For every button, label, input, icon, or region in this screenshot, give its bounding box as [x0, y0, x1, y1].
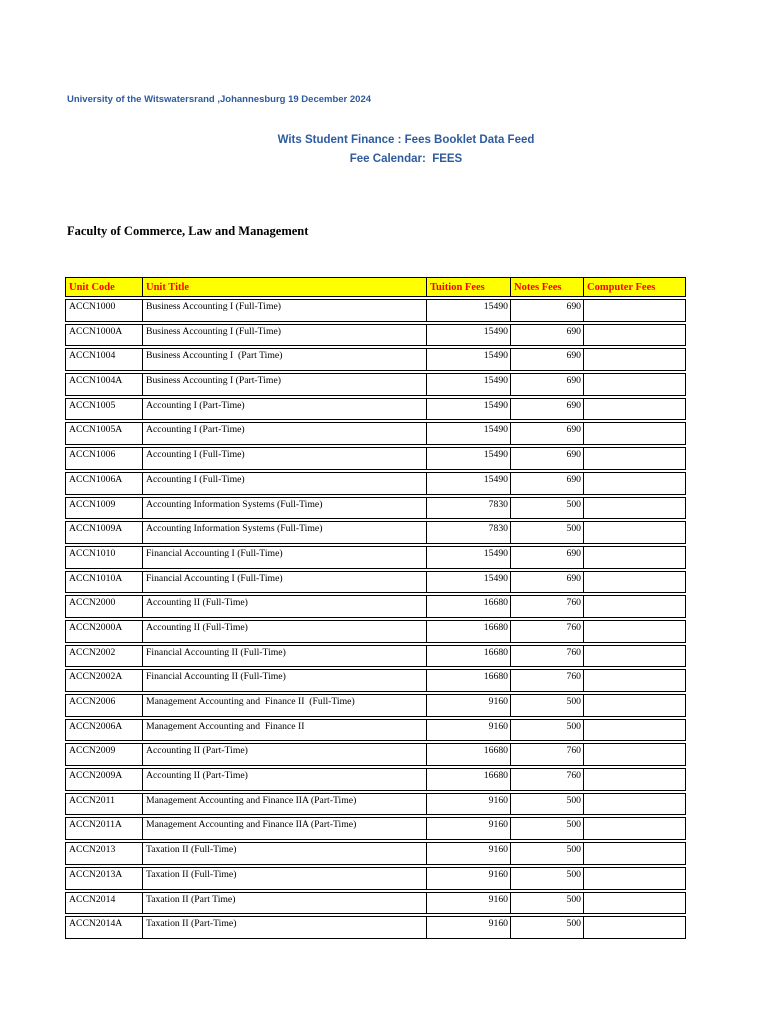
notes-fees-cell: 500 — [510, 892, 583, 915]
unit-title-cell: Accounting II (Part-Time) — [142, 743, 426, 766]
unit-title-cell: Accounting Information Systems (Full-Time) — [142, 521, 426, 544]
unit-code-cell: ACCN1009 — [65, 497, 142, 520]
notes-fees-cell: 500 — [510, 694, 583, 717]
tuition-fees-cell: 7830 — [426, 521, 510, 544]
unit-title-cell: Accounting Information Systems (Full-Time) — [142, 497, 426, 520]
unit-code-cell: ACCN1010A — [65, 571, 142, 594]
tuition-fees-cell: 15490 — [426, 398, 510, 421]
unit-code-cell: ACCN1004 — [65, 348, 142, 371]
table-row — [65, 595, 686, 618]
tuition-fees-cell: 9160 — [426, 694, 510, 717]
computer-fees-cell — [583, 743, 686, 766]
unit-code-cell: ACCN2013 — [65, 842, 142, 865]
tuition-fees-cell: 9160 — [426, 793, 510, 816]
unit-title-cell: Taxation II (Part Time) — [142, 892, 426, 915]
table-row — [65, 546, 686, 569]
computer-fees-cell — [583, 892, 686, 915]
tuition-fees-cell: 9160 — [426, 892, 510, 915]
unit-code-cell: ACCN2009 — [65, 743, 142, 766]
notes-fees-cell: 690 — [510, 571, 583, 594]
unit-title-cell: Taxation II (Full-Time) — [142, 842, 426, 865]
computer-fees-cell — [583, 472, 686, 495]
notes-fees-cell: 500 — [510, 916, 583, 939]
unit-title-cell: Accounting I (Full-Time) — [142, 472, 426, 495]
notes-fees-cell: 500 — [510, 817, 583, 840]
unit-code-cell: ACCN2002 — [65, 645, 142, 668]
tuition-fees-cell: 9160 — [426, 867, 510, 890]
tuition-fees-cell: 15490 — [426, 373, 510, 396]
notes-fees-cell: 760 — [510, 669, 583, 692]
computer-fees-cell — [583, 669, 686, 692]
notes-fees-cell: 500 — [510, 867, 583, 890]
computer-fees-cell — [583, 348, 686, 371]
computer-fees-cell — [583, 645, 686, 668]
tuition-fees-cell: 15490 — [426, 447, 510, 470]
table-row — [65, 299, 686, 322]
tuition-fees-cell: 15490 — [426, 422, 510, 445]
notes-fees-cell: 690 — [510, 422, 583, 445]
unit-title-cell: Taxation II (Full-Time) — [142, 867, 426, 890]
tuition-fees-cell: 9160 — [426, 817, 510, 840]
column-header: Tuition Fees — [426, 277, 510, 297]
tuition-fees-cell: 16680 — [426, 669, 510, 692]
computer-fees-cell — [583, 571, 686, 594]
unit-code-cell: ACCN1006 — [65, 447, 142, 470]
notes-fees-cell: 500 — [510, 521, 583, 544]
notes-fees-cell: 500 — [510, 497, 583, 520]
column-header: Unit Title — [142, 277, 426, 297]
notes-fees-cell: 760 — [510, 645, 583, 668]
table-row — [65, 842, 686, 865]
computer-fees-cell — [583, 546, 686, 569]
unit-code-cell: ACCN2014 — [65, 892, 142, 915]
tuition-fees-cell: 15490 — [426, 348, 510, 371]
unit-title-cell: Accounting II (Full-Time) — [142, 620, 426, 643]
table-row — [65, 694, 686, 717]
table-row — [65, 743, 686, 766]
unit-title-cell: Business Accounting I (Part-Time) — [142, 373, 426, 396]
table-row — [65, 645, 686, 668]
table-row — [65, 571, 686, 594]
computer-fees-cell — [583, 793, 686, 816]
faculty-heading: Faculty of Commerce, Law and Management — [67, 224, 309, 238]
computer-fees-cell — [583, 768, 686, 791]
table-row — [65, 916, 686, 939]
notes-fees-cell: 760 — [510, 768, 583, 791]
unit-code-cell: ACCN2002A — [65, 669, 142, 692]
fees-table — [65, 275, 686, 941]
unit-title-cell: Business Accounting I (Full-Time) — [142, 299, 426, 322]
computer-fees-cell — [583, 521, 686, 544]
unit-title-cell: Accounting I (Part-Time) — [142, 398, 426, 421]
computer-fees-cell — [583, 595, 686, 618]
unit-title-cell: Accounting I (Full-Time) — [142, 447, 426, 470]
computer-fees-cell — [583, 817, 686, 840]
tuition-fees-cell: 9160 — [426, 916, 510, 939]
computer-fees-cell — [583, 299, 686, 322]
notes-fees-cell: 690 — [510, 348, 583, 371]
notes-fees-cell: 690 — [510, 472, 583, 495]
unit-code-cell: ACCN2014A — [65, 916, 142, 939]
unit-title-cell: Financial Accounting I (Full-Time) — [142, 546, 426, 569]
notes-fees-cell: 690 — [510, 398, 583, 421]
unit-title-cell: Management Accounting and Finance II — [142, 719, 426, 742]
table-row — [65, 447, 686, 470]
column-header: Computer Fees — [583, 277, 686, 297]
unit-title-cell: Management Accounting and Finance IIA (Part-Time) — [142, 793, 426, 816]
unit-code-cell: ACCN2000A — [65, 620, 142, 643]
unit-code-cell: ACCN1000A — [65, 324, 142, 347]
notes-fees-cell: 690 — [510, 447, 583, 470]
unit-title-cell: Accounting II (Full-Time) — [142, 595, 426, 618]
tuition-fees-cell: 16680 — [426, 595, 510, 618]
unit-code-cell: ACCN1009A — [65, 521, 142, 544]
tuition-fees-cell: 9160 — [426, 842, 510, 865]
unit-code-cell: ACCN1000 — [65, 299, 142, 322]
computer-fees-cell — [583, 422, 686, 445]
table-row — [65, 497, 686, 520]
tuition-fees-cell: 9160 — [426, 719, 510, 742]
computer-fees-cell — [583, 867, 686, 890]
unit-title-cell: Business Accounting I (Part Time) — [142, 348, 426, 371]
computer-fees-cell — [583, 324, 686, 347]
table-row — [65, 817, 686, 840]
column-header: Unit Code — [65, 277, 142, 297]
table-row — [65, 422, 686, 445]
table-row — [65, 719, 686, 742]
unit-title-cell: Taxation II (Part-Time) — [142, 916, 426, 939]
tuition-fees-cell: 16680 — [426, 645, 510, 668]
unit-title-cell: Financial Accounting I (Full-Time) — [142, 571, 426, 594]
unit-code-cell: ACCN2000 — [65, 595, 142, 618]
unit-code-cell: ACCN1006A — [65, 472, 142, 495]
unit-code-cell: ACCN1010 — [65, 546, 142, 569]
notes-fees-cell: 690 — [510, 373, 583, 396]
notes-fees-cell: 760 — [510, 595, 583, 618]
column-header: Notes Fees — [510, 277, 583, 297]
notes-fees-cell: 760 — [510, 743, 583, 766]
fee-calendar-line: Fee Calendar: FEES — [349, 152, 463, 165]
notes-fees-cell: 500 — [510, 842, 583, 865]
table-row — [65, 472, 686, 495]
notes-fees-cell: 690 — [510, 324, 583, 347]
fees-table-body — [65, 299, 686, 939]
computer-fees-cell — [583, 373, 686, 396]
document-title: Wits Student Finance : Fees Booklet Data Feed — [277, 134, 535, 146]
unit-title-cell: Accounting I (Part-Time) — [142, 422, 426, 445]
tuition-fees-cell: 15490 — [426, 299, 510, 322]
unit-code-cell: ACCN2011 — [65, 793, 142, 816]
tuition-fees-cell: 16680 — [426, 620, 510, 643]
table-row — [65, 373, 686, 396]
table-row — [65, 768, 686, 791]
computer-fees-cell — [583, 719, 686, 742]
tuition-fees-cell: 7830 — [426, 497, 510, 520]
unit-title-cell: Financial Accounting II (Full-Time) — [142, 669, 426, 692]
unit-title-cell: Financial Accounting II (Full-Time) — [142, 645, 426, 668]
notes-fees-cell: 500 — [510, 793, 583, 816]
notes-fees-cell: 690 — [510, 299, 583, 322]
unit-code-cell: ACCN1004A — [65, 373, 142, 396]
table-row — [65, 867, 686, 890]
university-date-line: University of the Witswatersrand ,Johannesburg 19 December 2024 — [67, 94, 372, 105]
computer-fees-cell — [583, 842, 686, 865]
computer-fees-cell — [583, 620, 686, 643]
table-row — [65, 620, 686, 643]
notes-fees-cell: 690 — [510, 546, 583, 569]
unit-code-cell: ACCN2006A — [65, 719, 142, 742]
document-titles — [44, 131, 768, 168]
unit-code-cell: ACCN2009A — [65, 768, 142, 791]
computer-fees-cell — [583, 447, 686, 470]
table-row — [65, 324, 686, 347]
unit-code-cell: ACCN1005A — [65, 422, 142, 445]
tuition-fees-cell: 15490 — [426, 472, 510, 495]
computer-fees-cell — [583, 916, 686, 939]
table-row — [65, 892, 686, 915]
notes-fees-cell: 760 — [510, 620, 583, 643]
table-row — [65, 669, 686, 692]
table-row — [65, 348, 686, 371]
unit-code-cell: ACCN1005 — [65, 398, 142, 421]
unit-title-cell: Management Accounting and Finance IIA (Part-Time) — [142, 817, 426, 840]
unit-code-cell: ACCN2011A — [65, 817, 142, 840]
tuition-fees-cell: 15490 — [426, 324, 510, 347]
table-row — [65, 521, 686, 544]
unit-title-cell: Accounting II (Part-Time) — [142, 768, 426, 791]
table-row — [65, 793, 686, 816]
tuition-fees-cell: 16680 — [426, 743, 510, 766]
notes-fees-cell: 500 — [510, 719, 583, 742]
unit-code-cell: ACCN2013A — [65, 867, 142, 890]
unit-code-cell: ACCN2006 — [65, 694, 142, 717]
table-row — [65, 398, 686, 421]
fees-table-header-row — [65, 277, 686, 297]
computer-fees-cell — [583, 497, 686, 520]
computer-fees-cell — [583, 694, 686, 717]
tuition-fees-cell: 16680 — [426, 768, 510, 791]
tuition-fees-cell: 15490 — [426, 546, 510, 569]
unit-title-cell: Management Accounting and Finance II (Full-Time) — [142, 694, 426, 717]
tuition-fees-cell: 15490 — [426, 571, 510, 594]
computer-fees-cell — [583, 398, 686, 421]
unit-title-cell: Business Accounting I (Full-Time) — [142, 324, 426, 347]
